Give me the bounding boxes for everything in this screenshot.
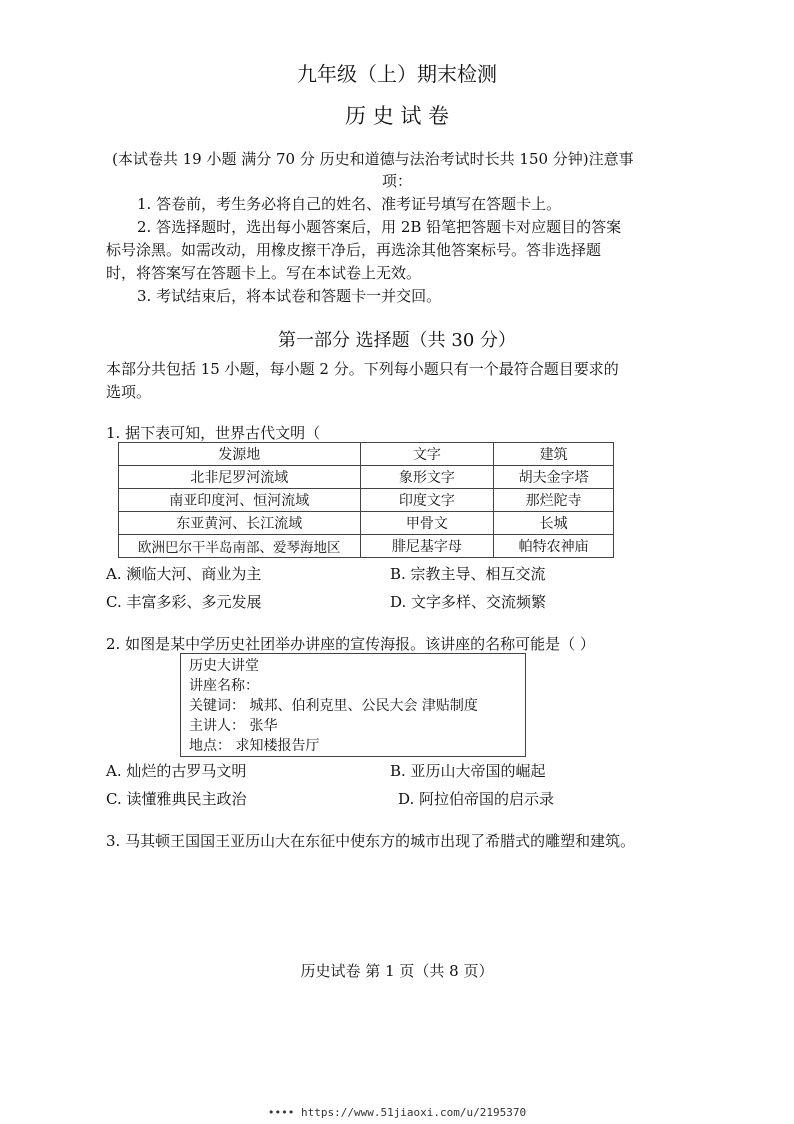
table-cell: 象形文字 (360, 466, 494, 489)
question-2-option-d[interactable]: D. 阿拉伯帝国的启示录 (398, 790, 555, 808)
question-2-option-b[interactable]: B. 亚历山大帝国的崛起 (390, 762, 546, 780)
table-cell: 东亚黄河、长江流域 (119, 512, 361, 535)
watermark-url[interactable]: •••• https://www.51jiaoxi.com/u/2195370 (267, 1106, 527, 1119)
question-1-option-a[interactable]: A. 濒临大河、商业为主 (106, 565, 262, 583)
table-cell: 印度文字 (360, 489, 494, 512)
question-1-stem: 1. 据下表可知，世界古代文明（ (106, 424, 321, 442)
notice-item-2-cont: 时，将答案写在答题卡上。写在本试卷上无效。 (106, 264, 422, 282)
question-3-stem: 3. 马其顿王国国王亚历山大在东征中使东方的城市出现了希腊式的雕塑和建筑。 (106, 832, 636, 850)
question-2-stem: 2. 如图是某中学历史社团举办讲座的宣传海报。该讲座的名称可能是（ ） (106, 635, 595, 653)
notice-item-1: 1. 答卷前，考生务必将自己的姓名、准考证号填写在答题卡上。 (137, 195, 562, 213)
table-row (119, 466, 614, 489)
notice-item-3: 3. 考试结束后，将本试卷和答题卡一并交回。 (137, 287, 442, 305)
notice-item-2-cont: 标号涂黑。如需改动，用橡皮擦干净后，再选涂其他答案标号。答非选择题 (106, 241, 602, 259)
table-row (119, 489, 614, 512)
poster-line: 讲座名称： (189, 678, 259, 694)
section-intro: 本部分共包括 15 小题，每小题 2 分。下列每小题只有一个最符合题目要求的 (106, 360, 619, 378)
question-1-option-d[interactable]: D. 文字多样、交流频繁 (390, 593, 547, 611)
table-header-row (119, 443, 614, 466)
section-heading: 第一部分 选择题（共 30 分） (277, 330, 517, 351)
question-1-option-b[interactable]: B. 宗教主导、相互交流 (390, 565, 546, 583)
question-2-option-c[interactable]: C. 读懂雅典民主政治 (106, 790, 247, 808)
table-cell: 胡夫金字塔 (494, 466, 614, 489)
table-cell: 腓尼基字母 (360, 535, 494, 558)
table-header-cell: 发源地 (119, 443, 361, 466)
poster-line: 主讲人： 张华 (189, 718, 278, 734)
question-2-option-a[interactable]: A. 灿烂的古罗马文明 (106, 762, 247, 780)
table-header-cell: 文字 (360, 443, 494, 466)
table-cell: 南亚印度河、恒河流域 (119, 489, 361, 512)
table-cell: 欧洲巴尔干半岛南部、爱琴海地区 (119, 535, 361, 558)
table-row (119, 512, 614, 535)
poster-line: 关键词： 城邦、伯利克里、公民大会 津贴制度 (189, 698, 478, 714)
table-header-cell: 建筑 (494, 443, 614, 466)
notice-item-2: 2. 答选择题时，选出每小题答案后，用 2B 铅笔把答题卡对应题目的答案 (137, 218, 622, 236)
poster-line: 地点： 求知楼报告厅 (189, 738, 320, 754)
question-1-option-c[interactable]: C. 丰富多彩、多元发展 (106, 593, 262, 611)
exam-subtitle: 历 史 试 卷 (344, 104, 450, 128)
notice-line: (本试卷共 19 小题 满分 70 分 历史和道德与法治考试时长共 150 分钟)注意事 (112, 150, 634, 168)
table-cell: 帕特农神庙 (494, 535, 614, 558)
table-cell: 长城 (494, 512, 614, 535)
section-intro: 选项。 (106, 383, 152, 401)
table-cell: 那烂陀寺 (494, 489, 614, 512)
page-footer: 历史试卷 第 1 页（共 8 页） (300, 962, 494, 980)
lecture-poster (180, 653, 526, 757)
table-row (119, 535, 614, 558)
table-cell: 北非尼罗河流域 (119, 466, 361, 489)
table-cell: 甲骨文 (360, 512, 494, 535)
notice-line: 项： (381, 172, 412, 190)
exam-title: 九年级（上）期末检测 (297, 62, 497, 86)
poster-line: 历史大讲堂 (189, 658, 259, 674)
civilization-table (118, 442, 614, 558)
